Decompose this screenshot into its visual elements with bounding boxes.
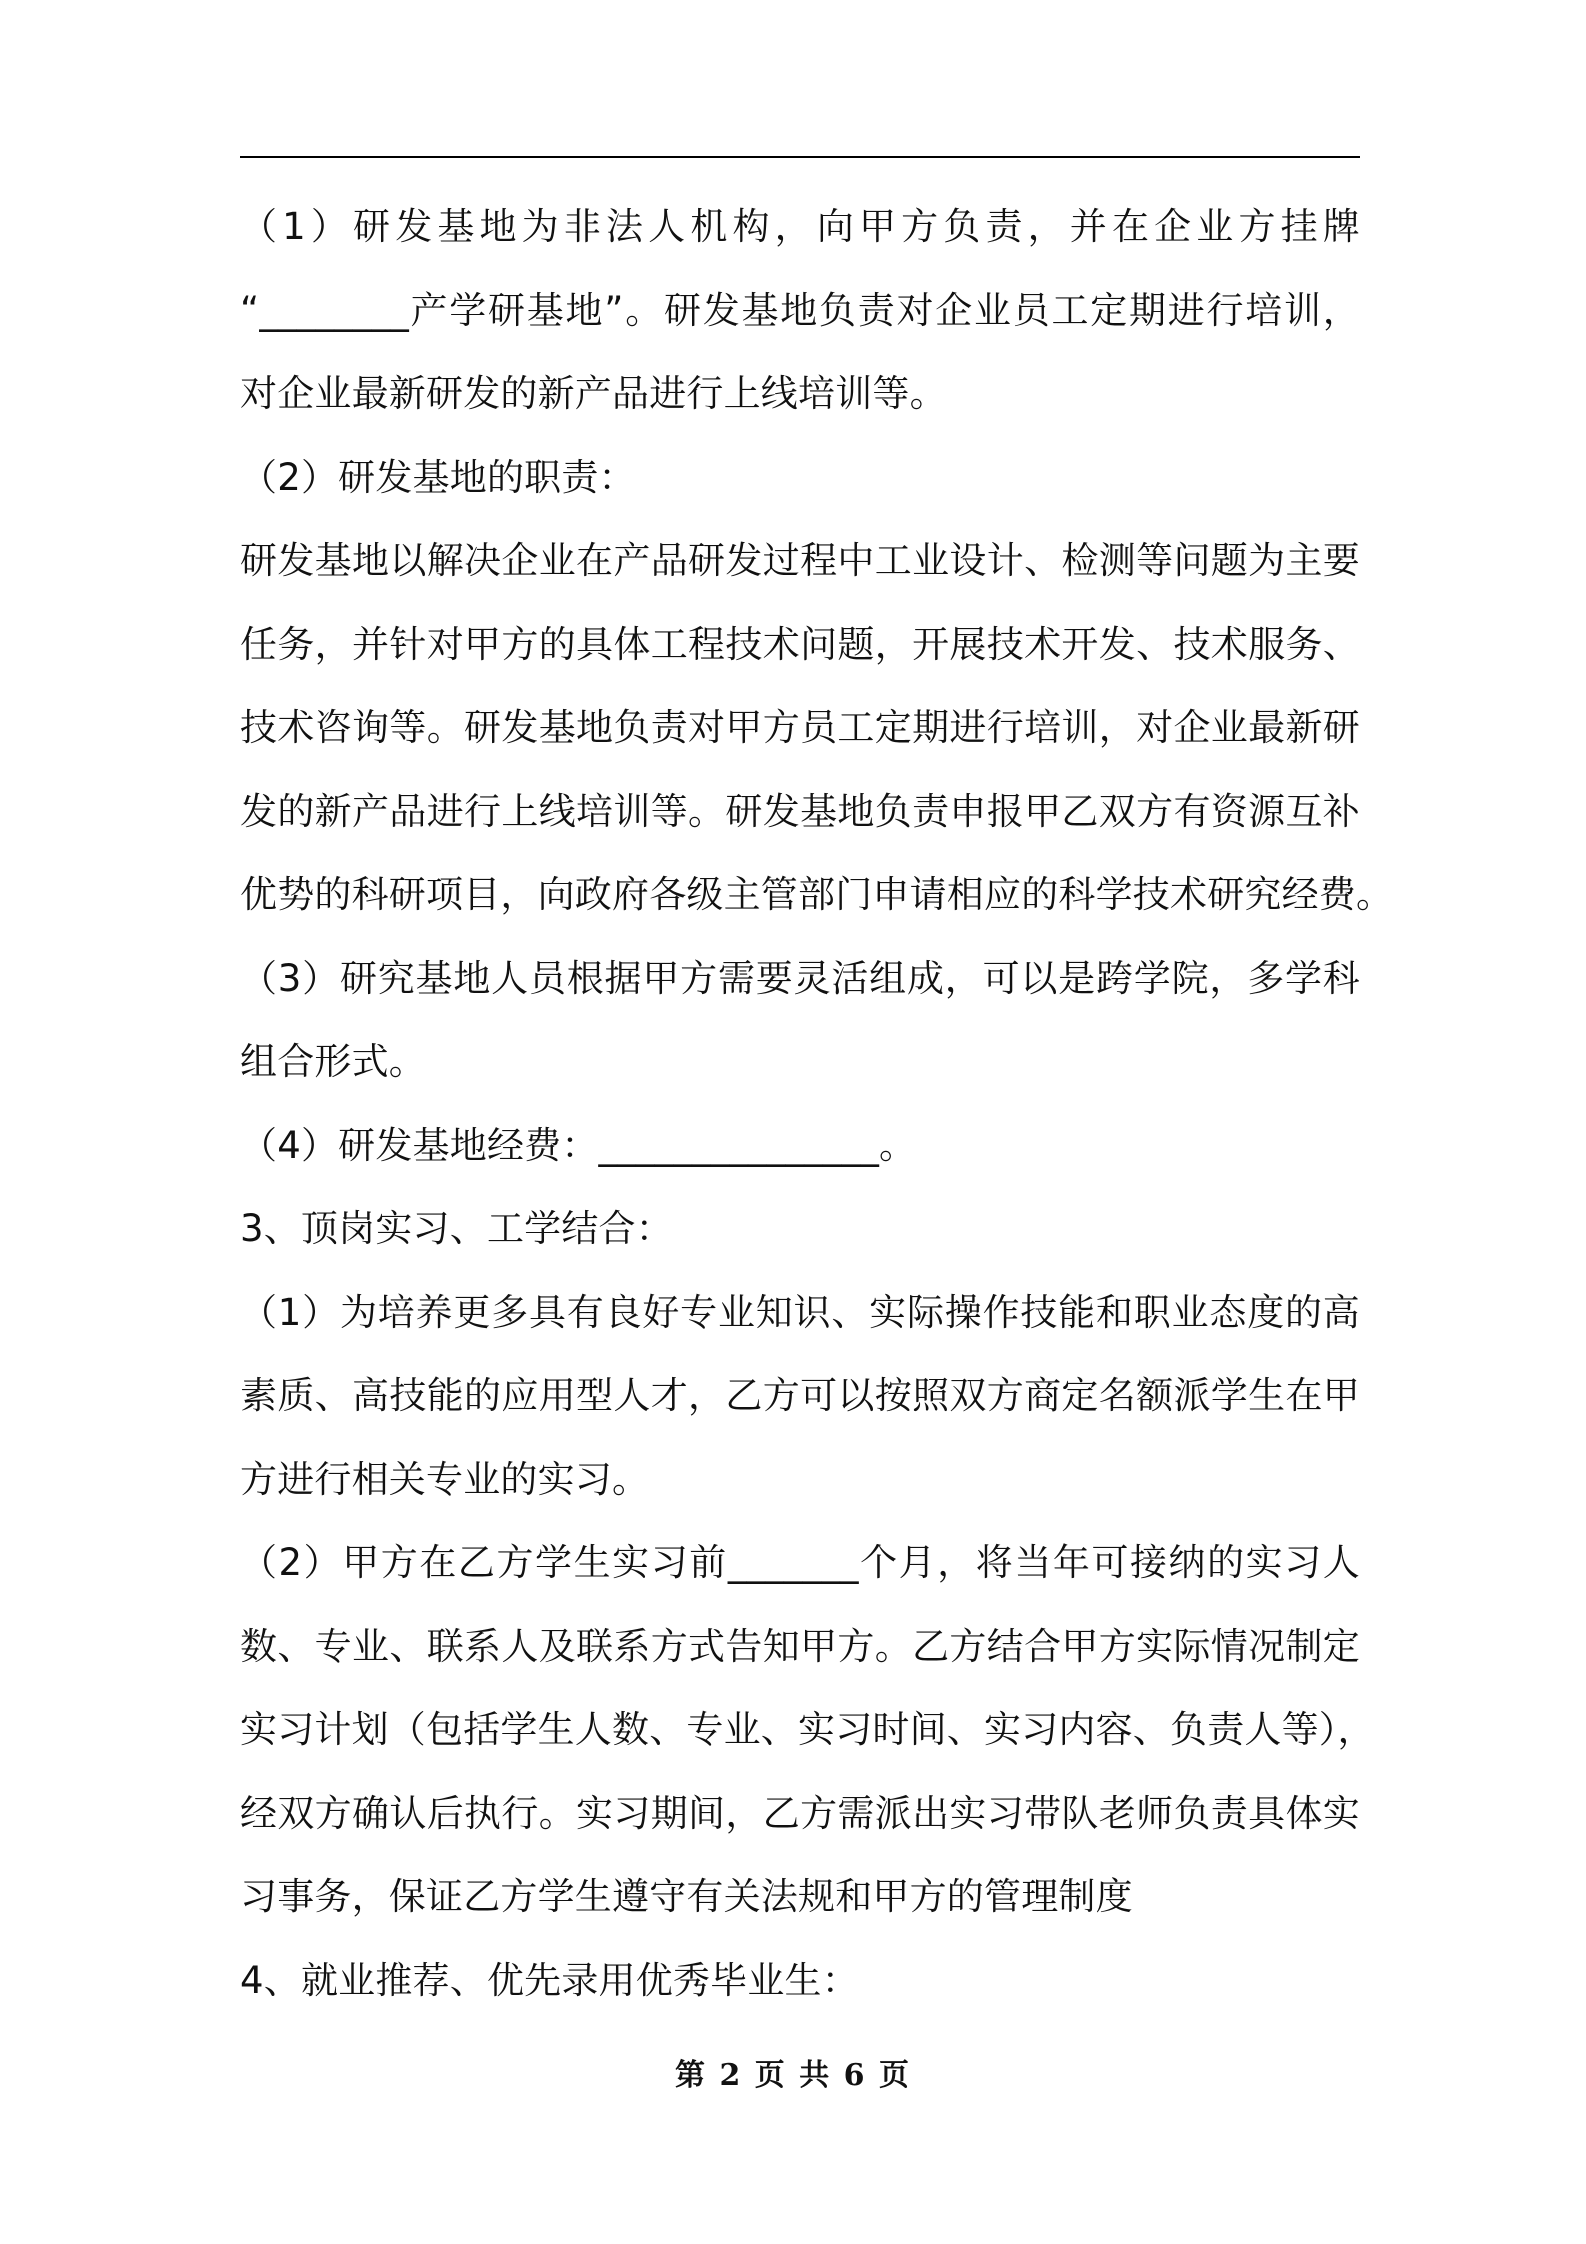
paragraph-line: 研发基地以解决企业在产品研发过程中工业设计、检测等问题为主要	[240, 539, 1360, 582]
paragraph-line: 方进行相关专业的实习。	[240, 1457, 650, 1501]
paragraph-line: （4）研发基地经费：_______________。	[240, 1123, 917, 1167]
page-number-footer: 第 2 页 共 6 页	[675, 2058, 911, 2093]
paragraph-line: （1）研发基地为非法人机构，向甲方负责，并在企业方挂牌	[240, 205, 1360, 248]
paragraph-line: 技术咨询等。研发基地负责对甲方员工定期进行培训，对企业最新研	[240, 706, 1360, 749]
paragraph-line: 经双方确认后执行。实习期间，乙方需派出实习带队老师负责具体实	[240, 1791, 1360, 1835]
paragraph-line: 实习计划（包括学生人数、专业、实习时间、实习内容、负责人等），	[240, 1708, 1375, 1751]
section-heading: 3、顶岗实习、工学结合：	[240, 1207, 673, 1250]
paragraph-line: 任务，并针对甲方的具体工程技术问题，开展技术开发、技术服务、	[240, 622, 1360, 666]
paragraph-line: （1）为培养更多具有良好专业知识、实际操作技能和职业态度的高	[240, 1290, 1360, 1334]
paragraph-line: 数、专业、联系人及联系方式告知甲方。乙方结合甲方实际情况制定	[240, 1624, 1360, 1668]
document-body	[240, 185, 1394, 2022]
paragraph-line: 组合形式。	[240, 1040, 426, 1083]
paragraph-line: （2）甲方在乙方学生实习前_______个月，将当年可接纳的实习人	[240, 1541, 1360, 1584]
section-heading: 4、就业推荐、优先录用优秀毕业生：	[240, 1958, 859, 2002]
paragraph-line: （3）研究基地人员根据甲方需要灵活组成，可以是跨学院，多学科	[240, 956, 1360, 1000]
header-rule	[240, 156, 1360, 158]
paragraph-line: 对企业最新研发的新产品进行上线培训等。	[240, 372, 947, 415]
paragraph-line: “________产学研基地”。研发基地负责对企业员工定期进行培训，	[240, 288, 1360, 332]
paragraph-line: 发的新产品进行上线培训等。研发基地负责申报甲乙双方有资源互补	[240, 789, 1360, 833]
paragraph-line: （2）研发基地的职责：	[240, 455, 636, 499]
paragraph-line: 习事务，保证乙方学生遵守有关法规和甲方的管理制度	[240, 1875, 1133, 1918]
paragraph-line: 素质、高技能的应用型人才，乙方可以按照双方商定名额派学生在甲	[240, 1374, 1360, 1417]
paragraph-line: 优势的科研项目，向政府各级主管部门申请相应的科学技术研究经费。	[240, 873, 1394, 916]
